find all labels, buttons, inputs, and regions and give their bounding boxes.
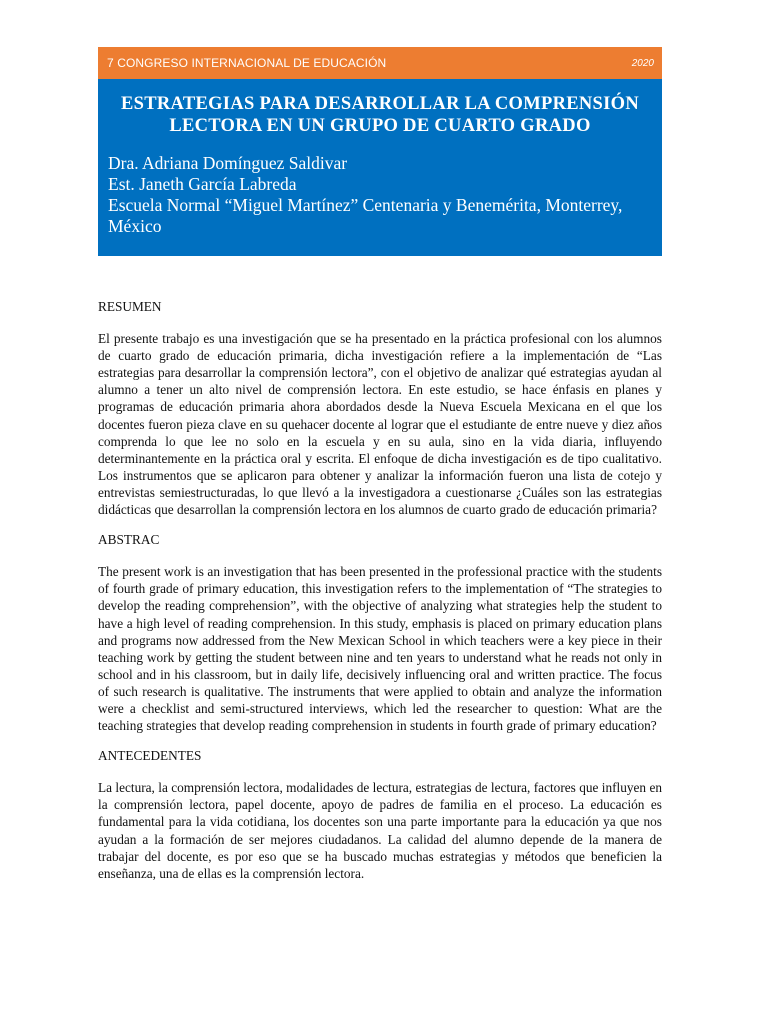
section-heading-antecedentes: ANTECEDENTES <box>98 748 202 764</box>
author-list <box>108 153 654 237</box>
paper-title <box>118 79 642 137</box>
title-block <box>98 79 662 256</box>
section-body-resumen: El presente trabajo es una investigación que se ha presentado en la práctica profesional con los alumnos de cuarto grado de educación primaria, dicha investigación refiere a la implementación de “Las estrategias para desarrollar la comprensión lectora”, con el objetivo de analizar qué estrategias ayudan al alumno a tener un alto nivel de comprensión lectora. En este estudio, se hace énfasis en planes y programas de educación primaria ahora abordados desde la Nueva Escuela Mexicana en el que los docentes fueron pieza clave en su quehacer docente al lograr que el estudiante de entre nueve y diez años comprenda lo que lee no solo en la escuela y en su aula, sino en la vida diaria, influyendo determinantemente en la práctica oral y escrita. El enfoque de dicha investigación es de tipo cualitativo. Los instrumentos que se aplicaron para obtener y analizar la información fueron una lista de cotejo y entrevistas semiestructuradas, lo que llevó a la investigadora a cuestionarse ¿Cuáles son las estrategias didácticas que desarrollan la comprensión lectora en los alumnos de cuarto grado de educación primaria? <box>98 331 662 518</box>
conference-year: 2020 <box>631 57 654 69</box>
section-body-abstract: The present work is an investigation that has been presented in the professional practice with the students of fourth grade of primary education, this investigation refers to the implementation of “The strategies to develop the reading comprehension”, with the objective of analyzing what strategies help the student to have a high level of reading comprehension. In this study, emphasis is placed on primary education plans and programs now addressed from the New Mexican School in which teachers were a key piece in their teaching work by getting the student between nine and ten years to understand what he reads not only in school and in his classroom, but in daily life, decisively influencing oral and written practice. The focus of such research is qualitative. The instruments that were applied to obtain and analyze the information were a checklist and semi-structured interviews, which led the researcher to question: What are the teaching strategies that develop reading comprehension in students in fourth grade of primary education? <box>98 564 662 734</box>
author-2: Est. Janeth García Labreda <box>108 174 297 194</box>
paper-body <box>98 298 662 895</box>
section-body-antecedentes: La lectura, la comprensión lectora, modalidades de lectura, estrategias de lectura, factores que influyen en la comprensión lectora, papel docente, apoyo de padres de familia en el proceso. La educación es fundamental para la vida cotidiana, los docentes son una parte importante para la educación ya que nos ayudan a la formación de ser mejores ciudadanos. La calidad del alumno depende de la manera de trabajar del docente, es por eso que se ha buscado muchas estrategias y métodos que beneficien la enseñanza, una de ellas es la comprensión lectora. <box>98 780 662 881</box>
author-affiliation: Escuela Normal “Miguel Martínez” Centenaria y Benemérita, Monterrey, México <box>108 195 623 236</box>
author-1: Dra. Adriana Domínguez Saldivar <box>108 153 348 173</box>
section-heading-abstract: ABSTRAC <box>98 532 160 548</box>
conference-header-bar <box>98 47 662 79</box>
paper-title-line-2: LECTORA EN UN GRUPO DE CUARTO GRADO <box>169 116 591 136</box>
paper-title-line-1: ESTRATEGIAS PARA DESARROLLAR LA COMPRENSIÓN <box>121 94 639 114</box>
conference-name: 7 CONGRESO INTERNACIONAL DE EDUCACIÓN <box>107 56 387 70</box>
section-heading-resumen: RESUMEN <box>98 299 162 314</box>
